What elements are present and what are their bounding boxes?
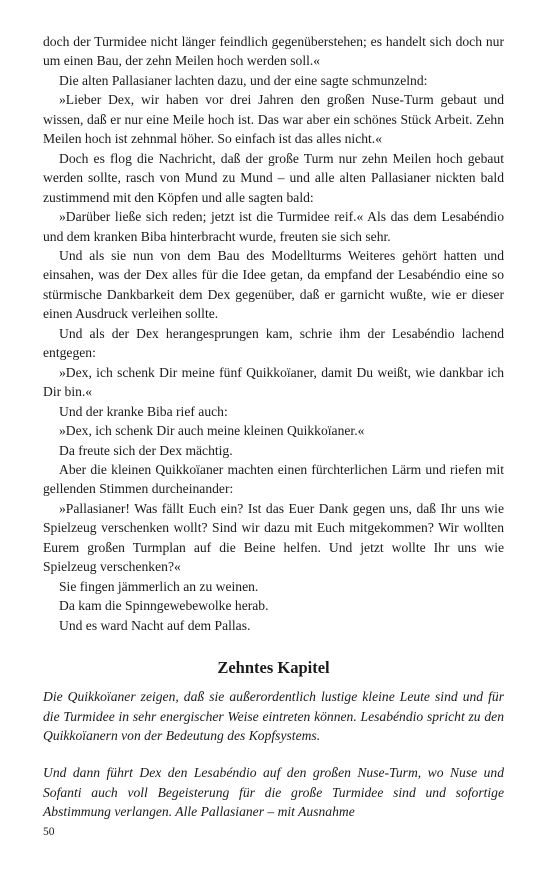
- paragraph: »Pallasianer! Was fällt Euch ein? Ist das Euer Dank gegen uns, daß Ihr uns wie Spielzeug verschenken wollt? Sind wir dazu mit Euch mitgekommen? Wir wollten Eurem großen Turmplan auf die Beine helfen. Und jetzt wollte Ihr uns wie Spielzeug verschenken?«: [43, 500, 504, 575]
- chapter-title: Zehntes Kapitel: [217, 658, 330, 678]
- paragraph: Da kam die Spinngewebewolke herab.: [59, 598, 269, 614]
- paragraph: Die alten Pallasianer lachten dazu, und der eine sagte schmunzelnd:: [59, 72, 428, 88]
- page-number: 50: [43, 826, 55, 838]
- paragraph: »Darüber ließe sich reden; jetzt ist die Turmidee reif.« Als das dem Lesabéndio und dem kranken Biba hinterbracht wurde, freuten sie sich sehr.: [43, 209, 504, 244]
- body-text: [43, 32, 504, 635]
- paragraph: Und als der Dex herangesprungen kam, schrie ihm der Lesabéndio lachend entgegen:: [43, 325, 504, 361]
- paragraph: »Dex, ich schenk Dir auch meine kleinen Quikkoïaner.«: [59, 423, 365, 439]
- paragraph: Sie fingen jämmerlich an zu weinen.: [59, 578, 259, 594]
- paragraph: Da freute sich der Dex mächtig.: [59, 442, 233, 458]
- summary-paragraph: Und dann führt Dex den Lesabéndio auf den großen Nuse-Turm, wo Nuse und Sofanti auch voll Begeisterung für die große Turmidee sind und sofortige Abstimmung verlangen. Alle Pallasianer – mit Ausnahme: [43, 765, 504, 820]
- paragraph: Doch es flog die Nachricht, daß der große Turm nur zehn Meilen hoch gebaut werden sollte, rasch von Mund zu Mund – und alle alten Pallasianer nickten bald zustimmend mit den Köpfen und alle sagten bald:: [43, 150, 504, 205]
- paragraph: Und als sie nun von dem Bau des Modellturms Weiteres gehört hatten und einsahen, was der Dex alles für die Idee getan, da empfand der Lesabéndio eine so stürmische Dankbarkeit dem Dex gegenüber, daß er garnicht wußte, wie er dieser einen Ausdruck verleihen sollte.: [43, 247, 504, 322]
- paragraph: doch der Turmidee nicht länger feindlich gegenüberstehen; es handelt sich doch nur um einen Bau, der zehn Meilen hoch werden soll.«: [43, 34, 504, 69]
- paragraph: Und es ward Nacht auf dem Pallas.: [59, 617, 251, 633]
- chapter-summary: [43, 687, 504, 822]
- paragraph: »Lieber Dex, wir haben vor drei Jahren den großen Nuse-Turm gebaut und wissen, daß er nur eine Meile hoch ist. Das war aber ein schönes Stück Arbeit. Zehn Meilen hoch ist zehnmal höher. So einfach ist das alles nicht.«: [43, 92, 504, 147]
- paragraph: Aber die kleinen Quikkoïaner machten einen fürchterlichen Lärm und riefen mit gellenden Stimmen durcheinander:: [43, 461, 504, 497]
- paragraph: Und der kranke Biba rief auch:: [59, 403, 228, 419]
- summary-paragraph: Die Quikkoïaner zeigen, daß sie außerordentlich lustige kleine Leute sind und für die Turmidee in sehr energischer Weise eintreten können. Lesabéndio spricht zu den Quikkoïanern von der Bedeutung des Kopfsystems.: [43, 689, 504, 743]
- paragraph: »Dex, ich schenk Dir meine fünf Quikkoïaner, damit Du weißt, wie dankbar ich Dir bin.«: [43, 364, 504, 400]
- page-body: [43, 32, 504, 822]
